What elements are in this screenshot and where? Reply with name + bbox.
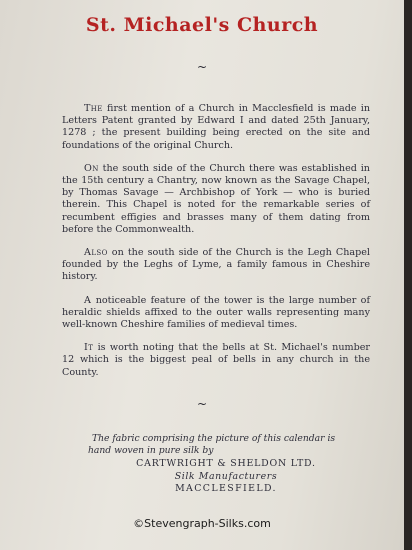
- company-town: MACCLESFIELD.: [175, 483, 277, 494]
- fabric-note-line-2: hand woven in pure silk by: [88, 444, 214, 456]
- paragraph-text: on the south side of the Church is the Legh Chapel founded by the Leghs of Lyme, a family famous in Cheshire history.: [62, 247, 370, 283]
- paragraph-lead: It: [84, 342, 94, 354]
- footer-block: [88, 433, 350, 496]
- company-role: Silk Manufacturers: [174, 470, 278, 482]
- paragraph-text: the south side of the Church there was established in the 15th century a Chantry, now known as the Savage Chapel, by Thomas Savage — Archbishop of York — who is buried therein. This Chapel is noted for the remarkable series of recumbent effigies and brasses many of them dating from before the Commonwealth.: [62, 162, 370, 235]
- paragraph-4: [62, 295, 370, 332]
- paragraph-5: [62, 342, 370, 379]
- fabric-note-line-1: The fabric comprising the picture of this calendar is: [92, 433, 336, 444]
- paragraph-1: [62, 103, 370, 152]
- ornament-divider-top: ~: [196, 60, 208, 74]
- page-title: St. Michael's Church: [85, 14, 319, 36]
- paragraph-lead: On: [84, 162, 99, 174]
- paragraph-text: noticeable feature of the tower is the large number of heraldic shields affixed to the outer walls representing many well-known Cheshire families of medieval times.: [62, 294, 370, 331]
- paragraph-lead: Also: [84, 247, 108, 259]
- paragraph-lead: The: [84, 103, 103, 114]
- paragraph-text: is worth noting that the bells at St. Michael's number 12 which is the biggest peal of bells in any church in the County.: [62, 342, 370, 378]
- manufacturer-block: [88, 458, 350, 496]
- paragraph-2: [62, 163, 370, 236]
- paragraph-3: [62, 247, 370, 284]
- paragraph-text: first mention of a Church in Macclesfield is made in Letters Patent granted by Edward I and dated 25th January, 1278 ; the present building being erected on the site and foundations of the original Church.: [62, 103, 370, 151]
- copyright-watermark: ©Stevengraph-Silks.com: [133, 517, 271, 530]
- paragraph-lead: A: [84, 294, 92, 306]
- body-text: [62, 103, 370, 390]
- ornament-divider-bottom: ~: [196, 397, 208, 411]
- fabric-note: [88, 433, 350, 456]
- company-name: CARTWRIGHT & SHELDON LTD.: [136, 458, 316, 469]
